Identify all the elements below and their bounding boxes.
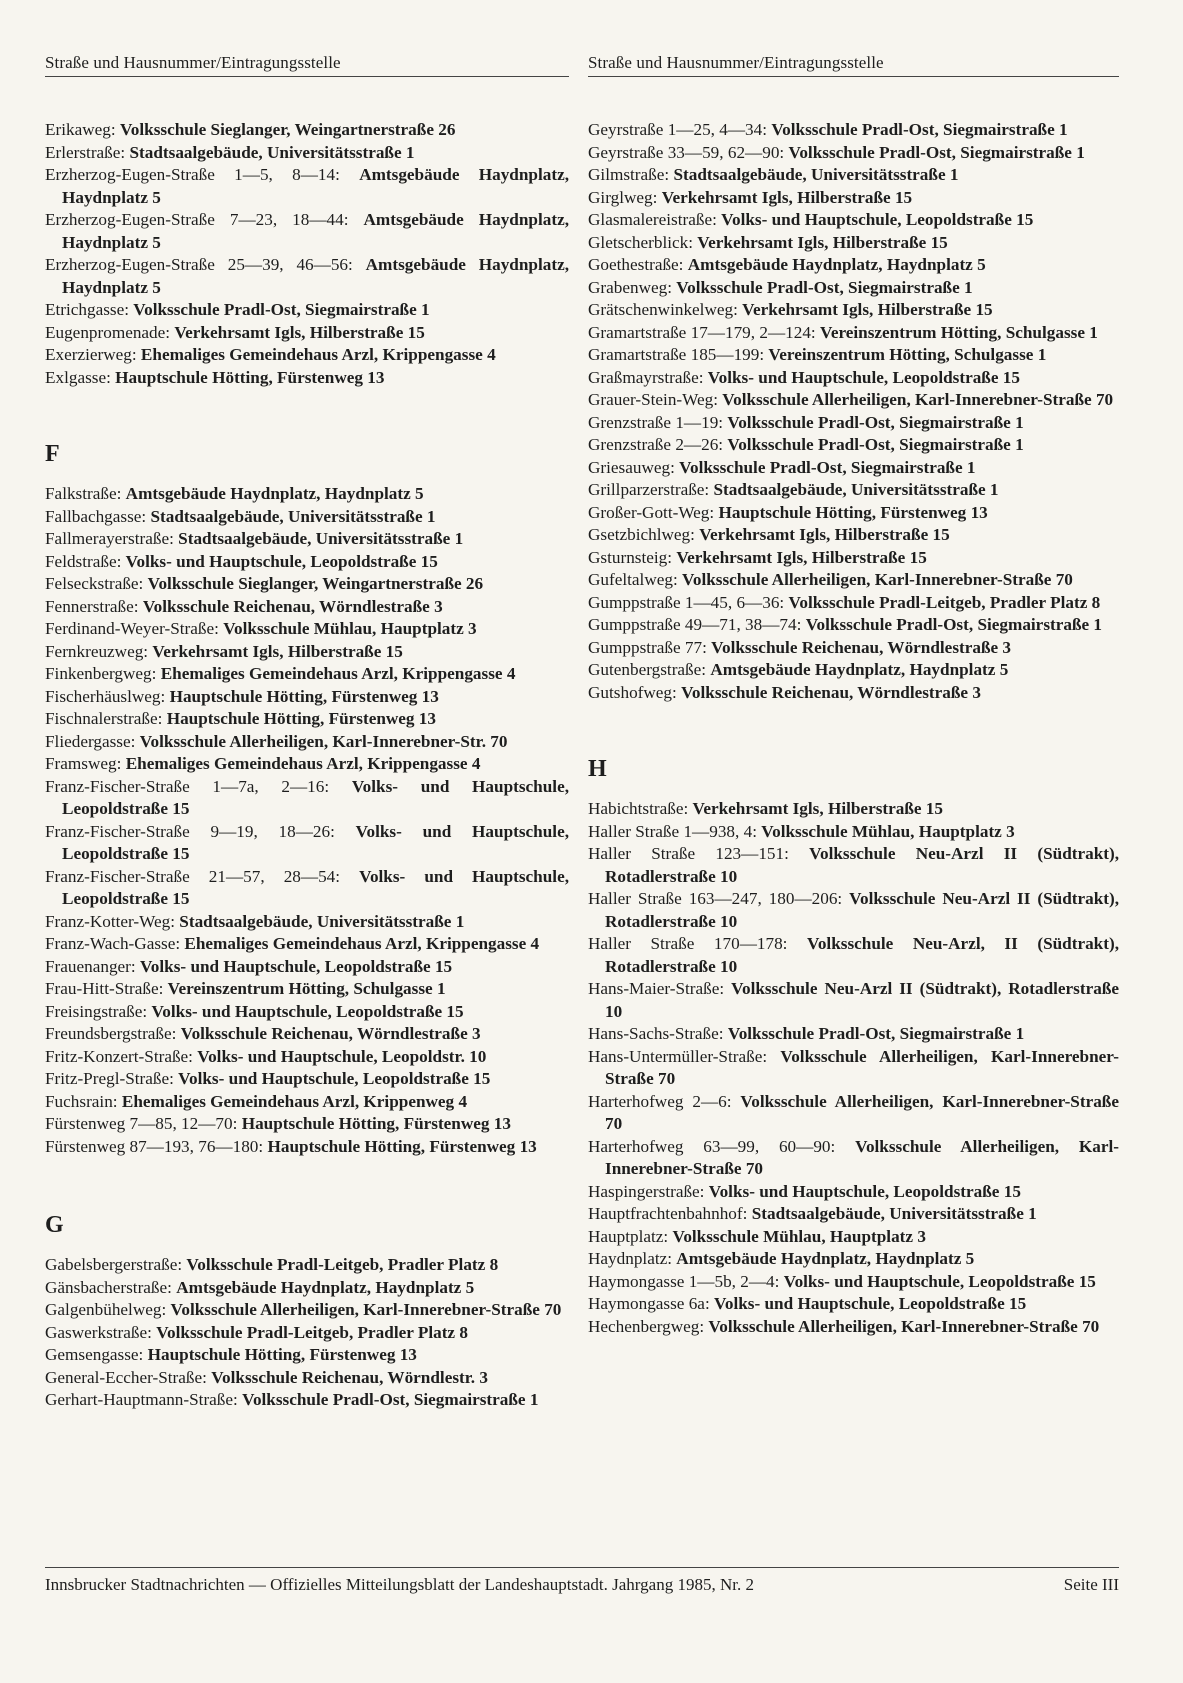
section-letter-g: G xyxy=(45,1212,64,1238)
directory-entry xyxy=(45,1367,569,1390)
directory-entry xyxy=(45,641,569,664)
street-name: Hechenbergweg: xyxy=(588,1316,705,1336)
polling-location: Stadtsaalgebäude, Universitätsstraße 1 xyxy=(178,529,464,548)
street-name: Gerhart-Hauptmann-Straße: xyxy=(45,1390,238,1409)
polling-location: Volksschule Mühlau, Hauptplatz 3 xyxy=(761,821,1015,841)
entries-h xyxy=(588,798,1119,1338)
street-name: Haymongasse 6a: xyxy=(588,1294,710,1313)
street-name: Fischerhäuslweg: xyxy=(45,686,166,706)
directory-entry xyxy=(588,322,1119,345)
street-name: Erzherzog-Eugen-Straße 25—39, 46—56: xyxy=(45,255,353,274)
polling-location: Hauptschule Hötting, Fürstenweg 13 xyxy=(267,1136,537,1156)
polling-location: Volksschule Neu-Arzl II (Südtrakt), Rotadlerstraße 10 xyxy=(605,889,1119,931)
polling-location: Volksschule Mühlau, Hauptplatz 3 xyxy=(672,1226,926,1246)
directory-entry xyxy=(45,911,569,934)
street-name: Grillparzerstraße: xyxy=(588,480,710,499)
polling-location: Verkehrsamt Igls, Hilberstraße 15 xyxy=(661,187,913,207)
street-name: Grauer-Stein-Weg: xyxy=(588,390,718,409)
left-column xyxy=(45,52,569,1412)
polling-location: Verkehrsamt Igls, Hilberstraße 15 xyxy=(676,547,927,567)
street-name: Fürstenweg 87—193, 76—180: xyxy=(45,1136,264,1156)
polling-location: Volksschule Pradl-Leitgeb, Pradler Platz 8 xyxy=(156,1322,468,1342)
street-name: Gramartstraße 17—179, 2—124: xyxy=(588,322,816,342)
directory-entry xyxy=(588,1248,1119,1271)
entries-g-left xyxy=(45,1254,569,1412)
polling-location: Stadtsaalgebäude, Universitätsstraße 1 xyxy=(751,1204,1037,1223)
street-name: Frau-Hitt-Straße: xyxy=(45,979,164,998)
polling-location: Amtsgebäude Haydnplatz, Haydnplatz 5 xyxy=(125,484,424,503)
page-footer xyxy=(45,1567,1119,1596)
polling-location: Ehemaliges Gemeindehaus Arzl, Krippenweg 4 xyxy=(121,1091,468,1111)
polling-location: Volks- und Hauptschule, Leopoldstraße 15 xyxy=(151,1001,464,1021)
street-name: Erzherzog-Eugen-Straße 7—23, 18—44: xyxy=(45,210,349,229)
street-name: Gaswerkstraße: xyxy=(45,1322,152,1342)
street-name: Erzherzog-Eugen-Straße 1—5, 8—14: xyxy=(45,165,340,184)
polling-location: Verkehrsamt Igls, Hilberstraße 15 xyxy=(742,300,993,319)
street-name: Fennerstraße: xyxy=(45,596,139,616)
polling-location: Vereinszentrum Hötting, Schulgasse 1 xyxy=(768,345,1047,364)
street-name: Fuchsrain: xyxy=(45,1091,118,1111)
street-name: Fürstenweg 7—85, 12—70: xyxy=(45,1114,238,1133)
directory-entry xyxy=(588,502,1119,525)
directory-entry xyxy=(45,731,569,754)
polling-location: Volksschule Mühlau, Hauptplatz 3 xyxy=(223,619,477,638)
polling-location: Volksschule Reichenau, Wörndlestraße 3 xyxy=(180,1024,481,1043)
street-name: Ferdinand-Weyer-Straße: xyxy=(45,619,219,638)
directory-entry xyxy=(588,1181,1119,1204)
street-name: Harterhofweg 2—6: xyxy=(588,1091,732,1111)
directory-entry xyxy=(588,1271,1119,1294)
street-name: Haspingerstraße: xyxy=(588,1181,705,1201)
polling-location: Volksschule Pradl-Ost, Siegmairstraße 1 xyxy=(788,142,1085,162)
polling-location: Volksschule Reichenau, Wörndlestraße 3 xyxy=(681,682,981,702)
directory-entry xyxy=(45,753,569,776)
polling-location: Volksschule Allerheiligen, Karl-Innerebner-Straße 70 xyxy=(708,1316,1100,1336)
directory-entry xyxy=(588,479,1119,502)
street-name: Franz-Fischer-Straße 1—7a, 2—16: xyxy=(45,776,330,796)
page-number: Seite III xyxy=(1063,1575,1119,1594)
polling-location: Volksschule Allerheiligen, Karl-Innerebner-Straße 70 xyxy=(722,390,1114,409)
street-name: Fernkreuzweg: xyxy=(45,641,149,661)
directory-entry xyxy=(45,1322,569,1345)
directory-entry xyxy=(588,367,1119,390)
street-name: Harterhofweg 63—99, 60—90: xyxy=(588,1136,836,1156)
directory-entry xyxy=(45,119,569,142)
street-name: Erlerstraße: xyxy=(45,142,126,162)
directory-entry xyxy=(45,1046,569,1069)
street-name: Hauptplatz: xyxy=(588,1226,669,1246)
directory-entry xyxy=(45,1136,569,1159)
directory-entry xyxy=(588,434,1119,457)
street-name: Geyrstraße 1—25, 4—34: xyxy=(588,120,768,139)
polling-location: Volksschule Neu-Arzl, II (Südtrakt), Rotadlerstraße 10 xyxy=(605,934,1119,976)
directory-entry xyxy=(588,1293,1119,1316)
directory-entry xyxy=(45,1389,569,1412)
polling-location: Hauptschule Hötting, Fürstenweg 13 xyxy=(718,502,988,522)
directory-entry xyxy=(45,933,569,956)
directory-entry xyxy=(45,551,569,574)
polling-location: Volksschule Allerheiligen, Karl-Innerebner-Straße 70 xyxy=(605,1046,1119,1088)
directory-entry xyxy=(45,1344,569,1367)
polling-location: Volksschule Pradl-Ost, Siegmairstraße 1 xyxy=(727,435,1024,454)
directory-entry xyxy=(45,708,569,731)
street-name: Fallmerayerstraße: xyxy=(45,529,174,548)
polling-location: Volksschule Pradl-Ost, Siegmairstraße 1 xyxy=(676,277,973,297)
polling-location: Volksschule Reichenau, Wörndlestraße 3 xyxy=(711,637,1012,657)
polling-location: Amtsgebäude Haydnplatz, Haydnplatz 5 xyxy=(62,255,570,297)
polling-location: Amtsgebäude Haydnplatz, Haydnplatz 5 xyxy=(710,660,1009,679)
directory-entry xyxy=(588,209,1119,232)
street-name: Exlgasse: xyxy=(45,367,111,387)
street-name: Graßmayrstraße: xyxy=(588,367,704,387)
section-letter-h: H xyxy=(588,756,607,782)
right-column xyxy=(588,52,1119,1338)
polling-location: Volks- und Hauptschule, Leopoldstraße 15 xyxy=(62,776,569,818)
directory-entry xyxy=(45,618,569,641)
directory-entry xyxy=(45,1277,569,1300)
polling-location: Volksschule Pradl-Leitgeb, Pradler Platz 8 xyxy=(186,1255,499,1274)
street-name: Haller Straße 163—247, 180—206: xyxy=(588,889,843,908)
street-name: Girglweg: xyxy=(588,187,658,207)
directory-entry xyxy=(45,506,569,529)
directory-entry xyxy=(588,1203,1119,1226)
street-name: Galgenbühelweg: xyxy=(45,1300,167,1319)
polling-location: Amtsgebäude Haydnplatz, Haydnplatz 5 xyxy=(676,1249,975,1268)
polling-location: Volksschule Allerheiligen, Karl-Innerebner-Straße 70 xyxy=(605,1091,1119,1133)
polling-location: Volksschule Allerheiligen, Karl-Innerebner-Straße 70 xyxy=(682,570,1073,589)
publication-title: Innsbrucker Stadtnachrichten — Offizielles Mitteilungsblatt der Landeshauptstadt. Jahrgang 1985, Nr. 2 xyxy=(45,1575,754,1594)
polling-location: Volks- und Hauptschule, Leopoldstraße 15 xyxy=(707,367,1020,387)
directory-entry xyxy=(588,1046,1119,1091)
directory-entry xyxy=(588,569,1119,592)
street-name: Geyrstraße 33—59, 62—90: xyxy=(588,142,785,162)
directory-entry xyxy=(45,322,569,345)
directory-entry xyxy=(588,798,1119,821)
polling-location: Volks- und Hauptschule, Leopoldstraße 15 xyxy=(721,210,1034,229)
street-name: Gumppstraße 49—71, 38—74: xyxy=(588,615,802,634)
street-name: Fritz-Konzert-Straße: xyxy=(45,1046,193,1066)
street-name: Griesauweg: xyxy=(588,457,675,477)
street-name: Franz-Fischer-Straße 21—57, 28—54: xyxy=(45,866,341,886)
polling-location: Volksschule Pradl-Ost, Siegmairstraße 1 xyxy=(727,1024,1025,1043)
directory-entry xyxy=(588,412,1119,435)
directory-entry xyxy=(588,1316,1119,1339)
polling-location: Amtsgebäude Haydnplatz, Haydnplatz 5 xyxy=(687,255,986,274)
street-name: Fliedergasse: xyxy=(45,731,136,751)
polling-location: Amtsgebäude Haydnplatz, Haydnplatz 5 xyxy=(62,210,569,252)
entries-e xyxy=(45,119,569,389)
polling-location: Volks- und Hauptschule, Leopoldstraße 15 xyxy=(62,821,569,863)
polling-location: Stadtsaalgebäude, Universitätsstraße 1 xyxy=(150,506,436,526)
directory-entry xyxy=(588,457,1119,480)
street-name: Haymongasse 1—5b, 2—4: xyxy=(588,1271,780,1291)
street-name: Felseckstraße: xyxy=(45,574,144,593)
polling-location: Volks- und Hauptschule, Leopoldstraße 15 xyxy=(139,956,453,976)
street-name: Franz-Wach-Gasse: xyxy=(45,934,181,953)
directory-entry xyxy=(588,344,1119,367)
polling-location: Volksschule Reichenau, Wörndlestraße 3 xyxy=(142,596,443,616)
street-name: Grabenweg: xyxy=(588,277,672,297)
polling-location: Verkehrsamt Igls, Hilberstraße 15 xyxy=(697,232,948,252)
polling-location: Ehemaliges Gemeindehaus Arzl, Krippengasse 4 xyxy=(184,934,540,953)
street-name: Fallbachgasse: xyxy=(45,506,147,526)
street-name: Grenzstraße 1—19: xyxy=(588,412,724,432)
directory-entry xyxy=(588,1091,1119,1136)
polling-location: Amtsgebäude Haydnplatz, Haydnplatz 5 xyxy=(62,165,569,207)
directory-entry xyxy=(588,277,1119,300)
directory-entry xyxy=(588,843,1119,888)
street-name: Habichtstraße: xyxy=(588,799,689,818)
street-name: Gutenbergstraße: xyxy=(588,660,707,679)
directory-entry xyxy=(588,164,1119,187)
polling-location: Vereinszentrum Hötting, Schulgasse 1 xyxy=(167,979,446,998)
polling-location: Volksschule Pradl-Ost, Siegmairstraße 1 xyxy=(727,412,1024,432)
polling-location: Volksschule Pradl-Leitgeb, Pradler Platz 8 xyxy=(788,592,1101,612)
directory-entry xyxy=(588,524,1119,547)
street-name: Großer-Gott-Weg: xyxy=(588,502,715,522)
street-name: Framsweg: xyxy=(45,754,122,773)
directory-entry xyxy=(45,299,569,322)
polling-location: Volksschule Pradl-Ost, Siegmairstraße 1 xyxy=(805,615,1103,634)
directory-entry xyxy=(588,1226,1119,1249)
polling-location: Volks- und Hauptschule, Leopoldstraße 15 xyxy=(178,1069,491,1088)
polling-location: Ehemaliges Gemeindehaus Arzl, Krippengasse 4 xyxy=(140,345,496,364)
street-name: Haller Straße 1—938, 4: xyxy=(588,821,757,841)
street-name: Gumppstraße 1—45, 6—36: xyxy=(588,592,785,612)
polling-location: Vereinszentrum Hötting, Schulgasse 1 xyxy=(819,322,1098,342)
street-name: Falkstraße: xyxy=(45,484,122,503)
street-name: Gabelsbergerstraße: xyxy=(45,1255,183,1274)
directory-entry xyxy=(45,663,569,686)
polling-location: Volksschule Allerheiligen, Karl-Innerebner-Str. 70 xyxy=(139,731,508,751)
polling-location: Hauptschule Hötting, Fürstenweg 13 xyxy=(169,686,439,706)
directory-entry xyxy=(588,637,1119,660)
street-name: Grätschenwinkelweg: xyxy=(588,300,738,319)
polling-location: Ehemaliges Gemeindehaus Arzl, Krippengasse 4 xyxy=(160,664,516,683)
directory-entry xyxy=(45,483,569,506)
polling-location: Hauptschule Hötting, Fürstenweg 13 xyxy=(115,367,385,387)
polling-location: Ehemaliges Gemeindehaus Arzl, Krippengasse 4 xyxy=(125,754,481,773)
polling-location: Hauptschule Hötting, Fürstenweg 13 xyxy=(241,1114,511,1133)
directory-entry xyxy=(45,1023,569,1046)
polling-location: Stadtsaalgebäude, Universitätsstraße 1 xyxy=(179,911,465,931)
polling-location: Hauptschule Hötting, Fürstenweg 13 xyxy=(166,709,436,728)
street-name: Gsetzbichlweg: xyxy=(588,525,695,544)
polling-location: Stadtsaalgebäude, Universitätsstraße 1 xyxy=(713,480,999,499)
directory-entry xyxy=(588,232,1119,255)
street-name: Eugenpromenade: xyxy=(45,322,171,342)
directory-entry xyxy=(588,682,1119,705)
directory-entry xyxy=(588,659,1119,682)
polling-location: Stadtsaalgebäude, Universitätsstraße 1 xyxy=(129,142,415,162)
polling-location: Volks- und Hauptschule, Leopoldstraße 15 xyxy=(783,1271,1096,1291)
directory-entry xyxy=(588,1136,1119,1181)
polling-location: Volksschule Neu-Arzl II (Südtrakt), Rotadlerstraße 10 xyxy=(605,979,1120,1021)
directory-entry xyxy=(588,119,1119,142)
directory-entry xyxy=(588,187,1119,210)
directory-entry xyxy=(588,592,1119,615)
street-name: Hans-Maier-Straße: xyxy=(588,979,725,998)
polling-location: Volks- und Hauptschule, Leopoldstraße 15 xyxy=(62,866,569,908)
directory-entry xyxy=(45,573,569,596)
street-name: Gemsengasse: xyxy=(45,1345,144,1364)
directory-entry xyxy=(588,614,1119,637)
column-header: Straße und Hausnummer/Eintragungsstelle xyxy=(45,52,569,77)
street-name: Exerzierweg: xyxy=(45,345,137,364)
polling-location: Stadtsaalgebäude, Universitätsstraße 1 xyxy=(673,165,959,184)
directory-entry xyxy=(588,821,1119,844)
directory-entry xyxy=(588,888,1119,933)
polling-location: Hauptschule Hötting, Fürstenweg 13 xyxy=(147,1345,417,1364)
polling-location: Volksschule Allerheiligen, Karl-Innerebner-Straße 70 xyxy=(170,1300,562,1319)
entries-g-right xyxy=(588,119,1119,704)
street-name: Grenzstraße 2—26: xyxy=(588,435,724,454)
directory-entry xyxy=(45,142,569,165)
directory-entry xyxy=(45,367,569,390)
street-name: Gsturnsteig: xyxy=(588,547,673,567)
polling-location: Amtsgebäude Haydnplatz, Haydnplatz 5 xyxy=(176,1277,475,1297)
directory-entry xyxy=(588,1023,1119,1046)
column-header: Straße und Hausnummer/Eintragungsstelle xyxy=(588,52,1119,77)
street-name: Frauenanger: xyxy=(45,956,136,976)
directory-entry xyxy=(45,528,569,551)
polling-location: Verkehrsamt Igls, Hilberstraße 15 xyxy=(174,322,425,342)
directory-entry xyxy=(45,821,569,866)
street-name: Erikaweg: xyxy=(45,120,116,139)
polling-location: Volks- und Hauptschule, Leopoldstraße 15 xyxy=(125,551,438,571)
street-name: Gufeltalweg: xyxy=(588,570,678,589)
street-name: Finkenbergweg: xyxy=(45,664,157,683)
directory-entry xyxy=(45,1068,569,1091)
street-name: Goethestraße: xyxy=(588,255,684,274)
polling-location: Volks- und Hauptschule, Leopoldstraße 15 xyxy=(708,1181,1021,1201)
directory-entry xyxy=(45,1299,569,1322)
street-name: Glasmalereistraße: xyxy=(588,210,717,229)
entries-f xyxy=(45,483,569,1158)
directory-entry xyxy=(588,547,1119,570)
street-name: Freundsbergstraße: xyxy=(45,1024,177,1043)
polling-location: Volksschule Reichenau, Wörndlestr. 3 xyxy=(211,1367,488,1387)
street-name: Hauptfrachtenbahnhof: xyxy=(588,1204,748,1223)
street-name: Gletscherblick: xyxy=(588,232,693,252)
directory-entry xyxy=(45,866,569,911)
directory-entry xyxy=(45,164,569,209)
street-name: Haller Straße 123—151: xyxy=(588,844,789,863)
directory-entry xyxy=(45,956,569,979)
polling-location: Volks- und Hauptschule, Leopoldstr. 10 xyxy=(197,1046,487,1066)
polling-location: Verkehrsamt Igls, Hilberstraße 15 xyxy=(152,641,403,661)
polling-location: Verkehrsamt Igls, Hilberstraße 15 xyxy=(699,525,950,544)
polling-location: Volksschule Pradl-Ost, Siegmairstraße 1 xyxy=(771,120,1068,139)
street-name: Fischnalerstraße: xyxy=(45,709,163,728)
polling-location: Volksschule Sieglanger, Weingartnerstraße 26 xyxy=(147,574,484,593)
directory-entry xyxy=(45,344,569,367)
street-name: Franz-Fischer-Straße 9—19, 18—26: xyxy=(45,821,335,841)
directory-entry xyxy=(45,776,569,821)
street-name: Franz-Kotter-Weg: xyxy=(45,911,175,931)
street-name: Gilmstraße: xyxy=(588,165,670,184)
polling-location: Volksschule Sieglanger, Weingartnerstraße 26 xyxy=(119,120,456,139)
street-name: Etrichgasse: xyxy=(45,300,129,319)
street-name: General-Eccher-Straße: xyxy=(45,1367,207,1387)
street-name: Freisingstraße: xyxy=(45,1001,148,1021)
polling-location: Volksschule Neu-Arzl II (Südtrakt), Rotadlerstraße 10 xyxy=(605,844,1119,886)
directory-entry xyxy=(45,254,569,299)
polling-location: Volks- und Hauptschule, Leopoldstraße 15 xyxy=(714,1294,1027,1313)
street-name: Hans-Untermüller-Straße: xyxy=(588,1046,768,1066)
polling-location: Verkehrsamt Igls, Hilberstraße 15 xyxy=(692,799,943,818)
polling-location: Volksschule Pradl-Ost, Siegmairstraße 1 xyxy=(242,1390,539,1409)
street-name: Gutshofweg: xyxy=(588,682,677,702)
directory-entry xyxy=(588,933,1119,978)
polling-location: Volksschule Pradl-Ost, Siegmairstraße 1 xyxy=(133,300,430,319)
directory-entry xyxy=(588,254,1119,277)
street-name: Haydnplatz: xyxy=(588,1249,672,1268)
street-name: Hans-Sachs-Straße: xyxy=(588,1024,724,1043)
street-name: Gramartstraße 185—199: xyxy=(588,345,765,364)
street-name: Haller Straße 170—178: xyxy=(588,934,788,953)
street-name: Feldstraße: xyxy=(45,551,122,571)
directory-entry xyxy=(45,596,569,619)
directory-entry xyxy=(588,142,1119,165)
street-name: Gumppstraße 77: xyxy=(588,637,707,657)
polling-location: Volksschule Allerheiligen, Karl-Innerebner-Straße 70 xyxy=(605,1136,1119,1178)
directory-entry xyxy=(588,978,1119,1023)
directory-entry xyxy=(45,978,569,1001)
directory-entry xyxy=(45,209,569,254)
street-name: Fritz-Pregl-Straße: xyxy=(45,1069,174,1088)
directory-entry xyxy=(588,389,1119,412)
directory-entry xyxy=(45,686,569,709)
directory-entry xyxy=(588,299,1119,322)
directory-entry xyxy=(45,1001,569,1024)
polling-location: Volksschule Pradl-Ost, Siegmairstraße 1 xyxy=(679,457,976,477)
directory-entry xyxy=(45,1113,569,1136)
street-name: Gänsbacherstraße: xyxy=(45,1277,172,1297)
directory-entry xyxy=(45,1091,569,1114)
section-letter-f: F xyxy=(45,441,60,467)
directory-entry xyxy=(45,1254,569,1277)
